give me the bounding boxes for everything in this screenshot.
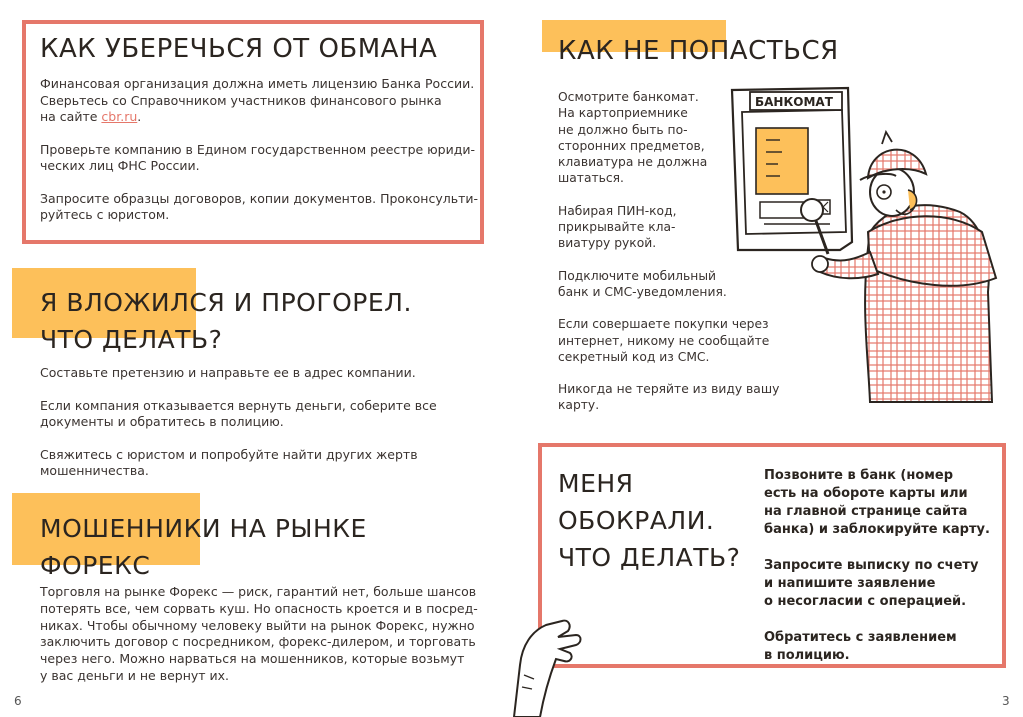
- section-title-avoid: КАК НЕ ПОПАСТЬСЯ: [558, 36, 839, 66]
- section-title-burned: [40, 284, 412, 358]
- paragraph-documents: [40, 191, 480, 224]
- text-line: ческих лиц ФНС России.: [40, 158, 200, 173]
- text-line: потерять все, чем сорвать куш. Но опасность кроется и в посред-: [40, 600, 478, 616]
- text-line: Проверьте компанию в Едином государственном реестре юриди-: [40, 141, 476, 157]
- text-line: Осмотрите банкомат.: [558, 90, 699, 104]
- title-line: ФОРЕКС: [40, 551, 151, 580]
- text-line: никах. Чтобы обычному человеку выйти на рынок Форекс, нужно: [40, 617, 475, 633]
- paragraph-card: Никогда не теряйте из виду вашу карту.: [558, 382, 780, 413]
- text-line: виатуру рукой.: [558, 236, 657, 251]
- text-line: секретный код из СМС.: [558, 349, 710, 364]
- page-number-left: 6: [14, 694, 22, 708]
- section-title-forex: [40, 510, 367, 584]
- text-line: в полицию.: [764, 648, 850, 663]
- text-line: банка) и заблокируйте карту.: [764, 522, 990, 537]
- text-line: о несогласии с операцией.: [764, 594, 967, 609]
- text-line: не должно быть по-: [558, 122, 688, 137]
- section-protect-text: [40, 76, 480, 224]
- text-line: через него. Можно нарваться на мошенников, которые возьмут: [40, 651, 465, 667]
- text-line: клавиатура не должна: [558, 155, 708, 170]
- cbr-link[interactable]: cbr.ru: [101, 109, 138, 124]
- text-line: Запросите образцы договоров, копии документов. Проконсульти-: [40, 190, 478, 206]
- section-burned-text: [40, 365, 480, 480]
- text-line: Позвоните в банк (номер: [764, 468, 954, 483]
- atm-detective-illustration: [720, 82, 1010, 412]
- section-robbed-text: [764, 467, 994, 665]
- text-line: Набирая ПИН-код,: [558, 203, 677, 218]
- text-line: интернет, никому не сообщайте: [558, 333, 770, 348]
- paragraph-statement: [764, 557, 994, 611]
- atm-label: БАНКОМАТ: [755, 95, 833, 109]
- text-line: заключить договор с посредником, форекс-дилером, и торговать: [40, 634, 476, 650]
- text-line: документы и обратитесь в полицию.: [40, 414, 284, 429]
- text-line: мошенничества.: [40, 463, 149, 478]
- section-title-protect: КАК УБЕРЕЧЬСЯ ОТ ОБМАНА: [40, 34, 438, 64]
- text-line: есть на обороте карты или: [764, 486, 968, 501]
- text-line: Запросите выписку по счету: [764, 558, 979, 573]
- title-line: Я ВЛОЖИЛСЯ И ПРОГОРЕЛ.: [40, 288, 412, 317]
- paragraph-claim: Составьте претензию и направьте ее в адрес компании.: [40, 365, 416, 380]
- text-line: на сайте: [40, 109, 102, 124]
- title-line: ОБОКРАЛИ.: [558, 506, 715, 535]
- text-line: на главной странице сайта: [764, 504, 968, 519]
- text-line: .: [137, 109, 142, 124]
- title-line: ЧТО ДЕЛАТЬ?: [558, 543, 741, 572]
- page-number-right: 3: [1002, 694, 1010, 708]
- paragraph-police: [40, 398, 480, 431]
- section-title-robbed: [558, 465, 740, 576]
- title-line: МЕНЯ: [558, 469, 634, 498]
- paragraph-lawyer: [40, 447, 480, 480]
- text-line: и напишите заявление: [764, 576, 936, 591]
- text-line: Торговля на рынке Форекс — риск, гарантий нет, больше шансов: [40, 584, 477, 599]
- text-line: прикрывайте кла-: [558, 220, 676, 235]
- text-line: Обратитесь с заявлением: [764, 630, 957, 645]
- text-line: руйтесь с юристом.: [40, 207, 170, 222]
- section-forex-text: [40, 584, 480, 685]
- paragraph-license: [40, 76, 480, 126]
- title-line: ЧТО ДЕЛАТЬ?: [40, 325, 223, 354]
- hand-illustration: [510, 575, 590, 717]
- paragraph-call-bank: [764, 467, 994, 539]
- text-line: Подключите мобильный: [558, 268, 717, 283]
- text-line: сторонних предметов,: [558, 138, 705, 153]
- paragraph-registry: [40, 142, 480, 175]
- text-line: банк и СМС-уведомления.: [558, 284, 727, 299]
- paragraph-report-police: [764, 629, 994, 665]
- text-line: у вас деньги и не вернут их.: [40, 667, 230, 683]
- text-line: Если компания отказывается вернуть деньги, соберите все: [40, 397, 437, 413]
- title-line: МОШЕННИКИ НА РЫНКЕ: [40, 514, 367, 543]
- text-line: Свяжитесь с юристом и попробуйте найти других жертв: [40, 446, 418, 462]
- text-line: Сверьтесь со Справочником участников финансового рынка: [40, 92, 442, 108]
- text-line: шататься.: [558, 171, 624, 186]
- text-line: На картоприемнике: [558, 106, 688, 121]
- text-line: Финансовая организация должна иметь лицензию Банка России.: [40, 76, 475, 91]
- text-line: Если совершаете покупки через: [558, 317, 769, 332]
- magnifier-icon: [801, 199, 823, 221]
